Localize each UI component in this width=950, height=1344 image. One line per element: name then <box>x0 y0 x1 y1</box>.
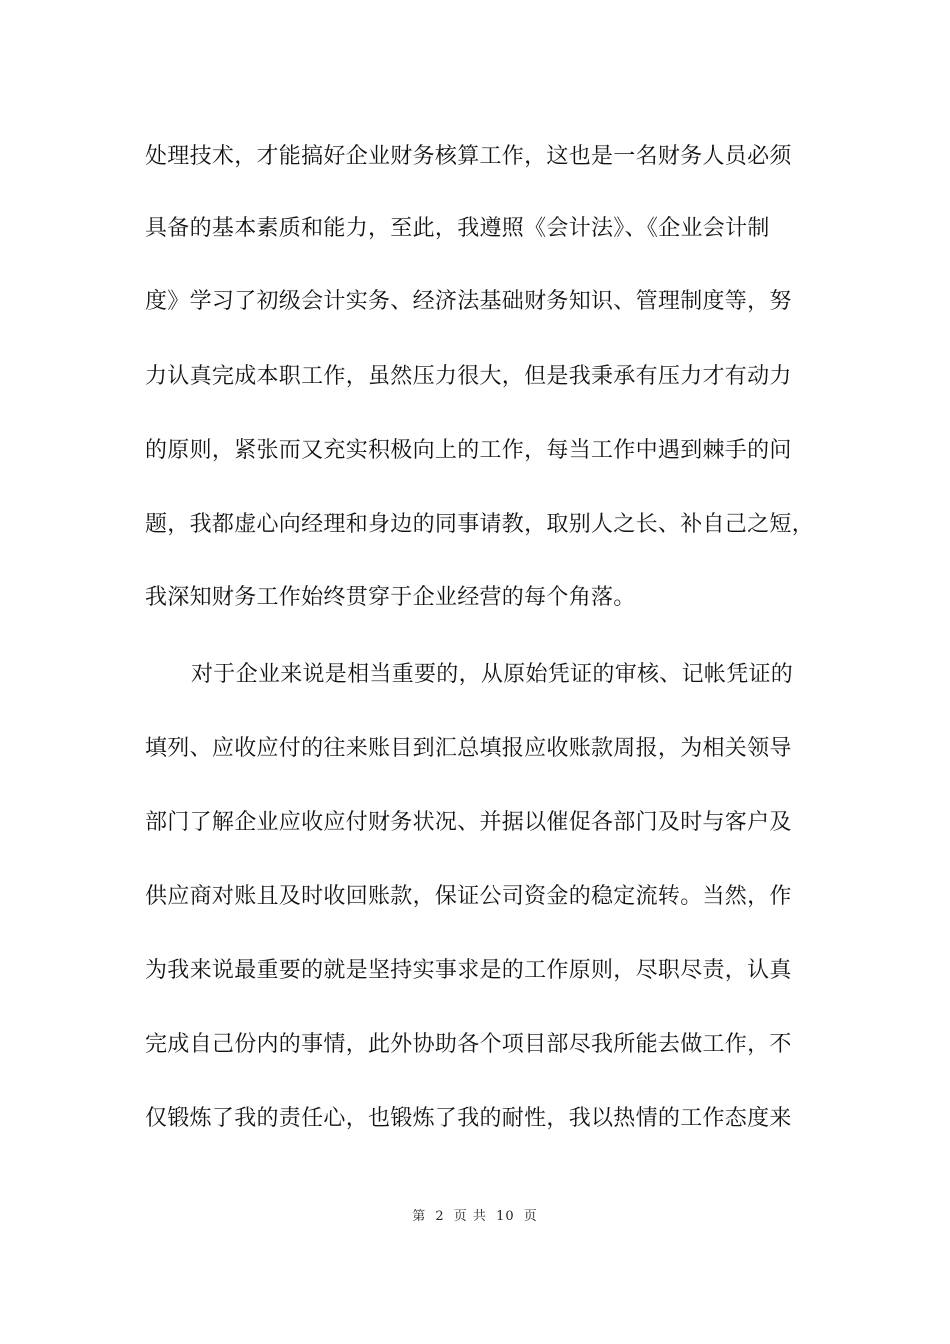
text-line: 部门了解企业应收应付财务状况、并据以催促各部门及时与客户及 <box>145 810 792 835</box>
text-line: 供应商对账且及时收回账款，保证公司资金的稳定流转。当然，作 <box>145 884 792 909</box>
text-line: 完成自己份内的事情，此外协助各个项目部尽我所能去做工作，不 <box>145 1032 792 1057</box>
footer-middle: 页 共 <box>453 1209 487 1224</box>
text-line: 的原则，紧张而又充实积极向上的工作，每当工作中遇到棘手的问 <box>145 438 792 463</box>
text-line: 处理技术，才能搞好企业财务核算工作，这也是一名财务人员必须 <box>145 144 792 169</box>
footer-total-pages: 10 <box>496 1209 515 1224</box>
text-line: 填列、应收应付的往来账目到汇总填报应收账款周报，为相关领导 <box>145 736 792 761</box>
text-line: 题，我都虚心向经理和身边的同事请教，取别人之长、补自己之短， <box>145 512 815 537</box>
footer-prefix: 第 <box>412 1209 427 1224</box>
footer-page-number: 2 <box>435 1209 445 1224</box>
text-line: 具备的基本素质和能力，至此，我遵照《会计法》、《企业会计制 <box>145 216 770 241</box>
text-line: 度》学习了初级会计实务、经济法基础财务知识、管理制度等，努 <box>145 289 792 314</box>
paragraph-first-line: 对于企业来说是相当重要的，从原始凭证的审核、记帐凭证的 <box>191 662 794 687</box>
footer-suffix: 页 <box>523 1209 538 1224</box>
page-footer <box>0 1208 950 1226</box>
text-line: 仅锻炼了我的责任心，也锻炼了我的耐性，我以热情的工作态度来 <box>145 1106 792 1131</box>
text-line: 我深知财务工作始终贯穿于企业经营的每个角落。 <box>145 585 636 610</box>
text-line: 为我来说最重要的就是坚持实事求是的工作原则，尽职尽责，认真 <box>145 958 792 983</box>
text-line: 力认真完成本职工作，虽然压力很大，但是我秉承有压力才有动力 <box>145 364 792 389</box>
